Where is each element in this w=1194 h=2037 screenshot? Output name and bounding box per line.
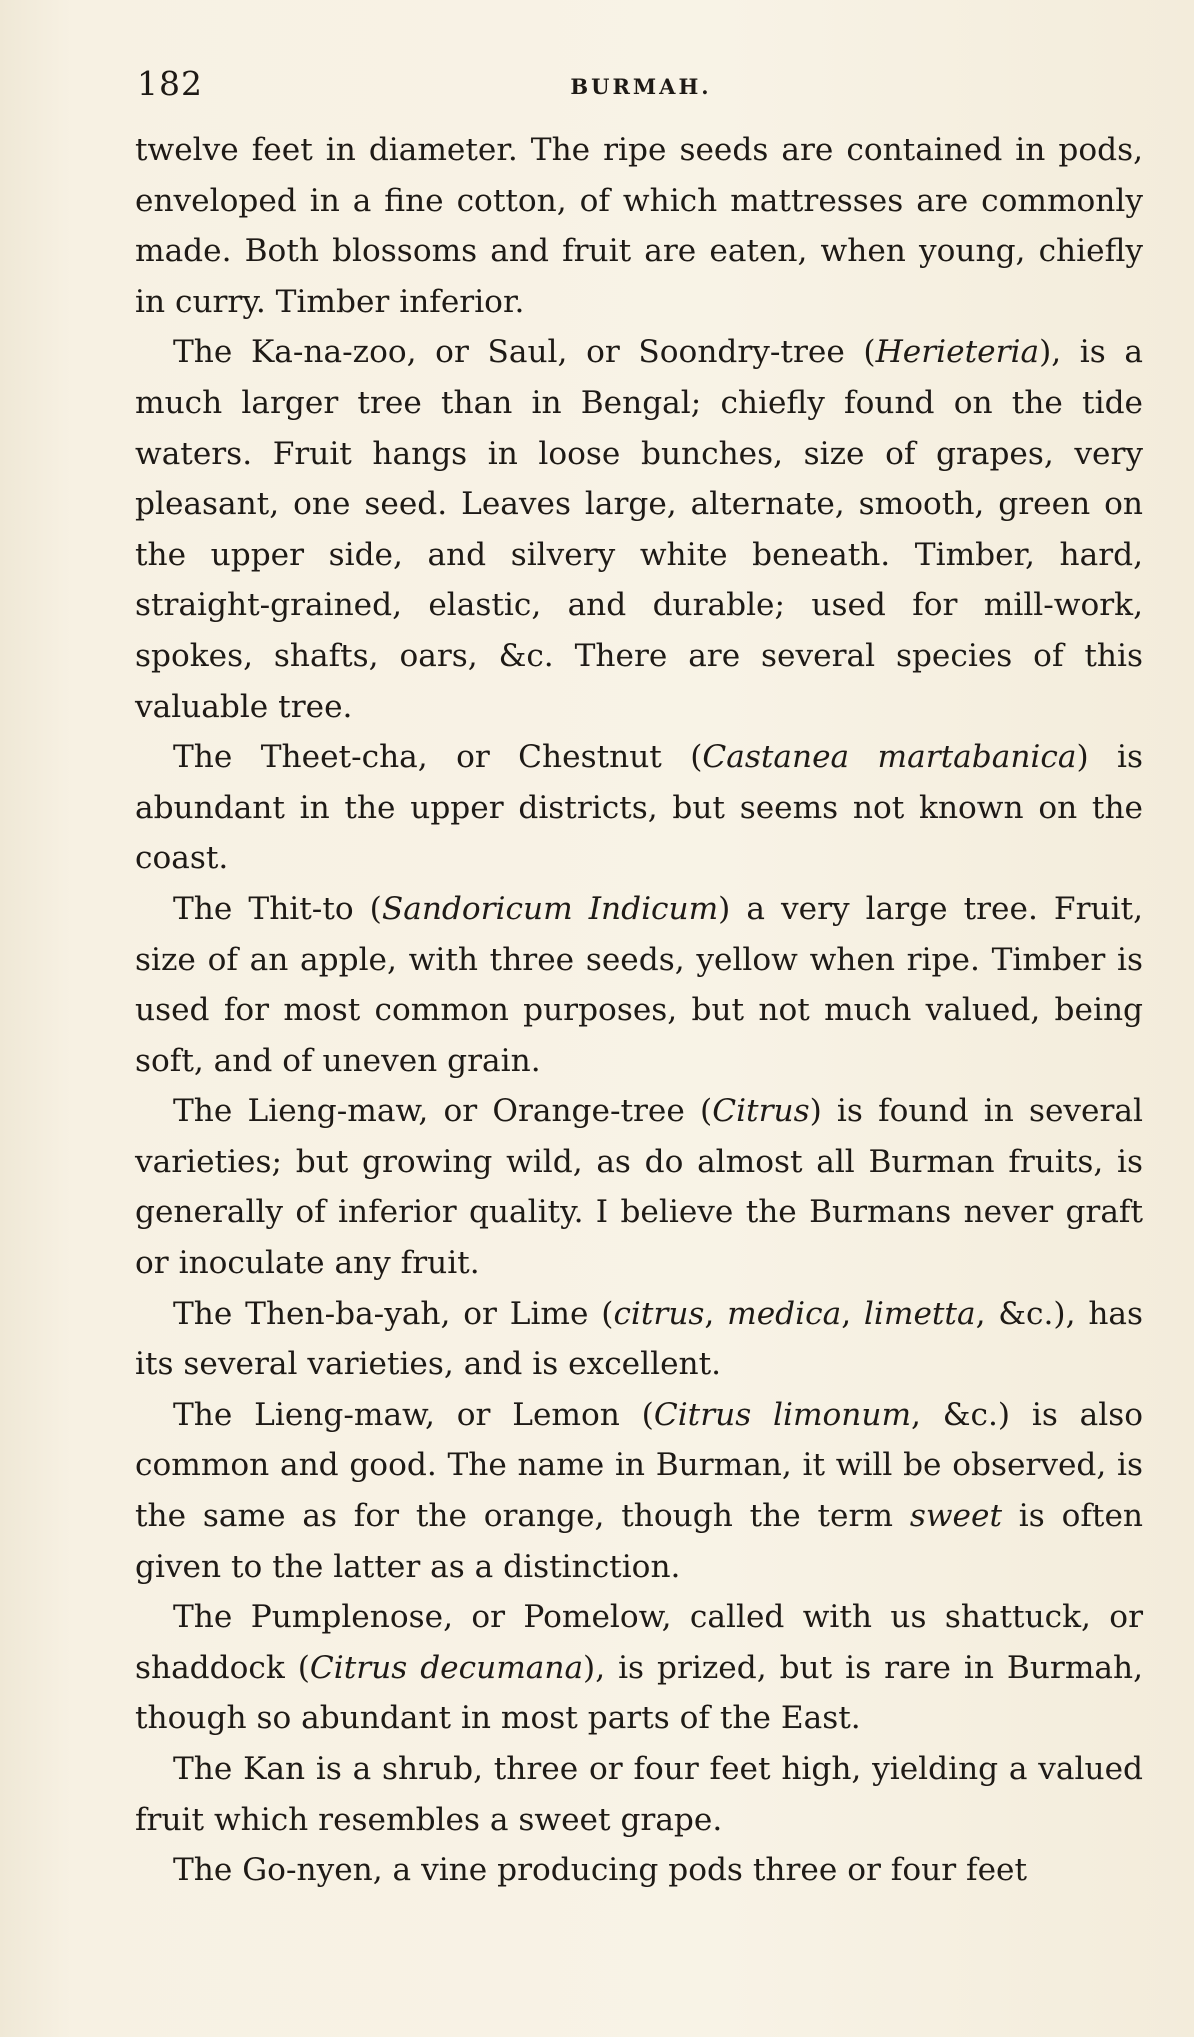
page-header <box>137 64 1145 114</box>
species-name: limetta <box>863 1295 976 1332</box>
page-number: 182 <box>137 64 203 103</box>
paragraph-ka-na-zoo: The Ka-na-zoo, or Saul, or Soondry-tree (Herieteria), is a much larger tree than in Bengal; chiefly found on the tide waters. Fruit hangs in loose bunches, size of grapes, very pleasant, one seed. Leaves large, alternate, smooth, green on the upper side, and silvery white beneath. Timber, hard, straight-grained, elastic, and durable; used for mill-work, spokes, shafts, oars, &c. There are several species of this valuable tree. <box>135 334 1143 725</box>
paragraph-1: twelve feet in diameter. The ripe seeds are contained in pods, enveloped in a fine cotton, of which mattresses are commonly made. Both blossoms and fruit are eaten, when young, chiefly in curry. Timber inferior. <box>135 132 1143 320</box>
emphasis: sweet <box>909 1498 1002 1535</box>
paragraph-theet-cha: The Theet-cha, or Chestnut (Castanea martabanica) is abundant in the upper districts, but seems not known on the coast. <box>135 739 1143 877</box>
paragraph-thit-to: The Thit-to (Sandoricum Indicum) a very large tree. Fruit, size of an apple, with three seeds, yellow when ripe. Timber is used for most common purposes, but not much valued, being soft, and of uneven grain. <box>135 890 1143 1079</box>
paragraph-lime: The Then-ba-yah, or Lime (citrus, medica, limetta, &c.), has its several varieties, and is excellent. <box>135 1295 1144 1383</box>
paragraph-pumplenose: The Pumplenose, or Pomelow, called with us shattuck, or shaddock (Citrus decumana), is prized, but is rare in Burmah, though so abundant in most parts of the East. <box>135 1599 1144 1737</box>
species-name: Castanea martabanica <box>702 739 1077 776</box>
species-name: Herieteria <box>875 334 1040 371</box>
paragraph-orange-tree: The Lieng-maw, or Orange-tree (Citrus) is found in several varieties; but growing wild, as do almost all Burman fruits, is generally of inferior quality. I believe the Burmans never graft or inoculate any fruit. <box>135 1093 1143 1282</box>
paragraph-go-nyen: The Go-nyen, a vine producing pods three or four feet <box>173 1852 1028 1889</box>
species-name: citrus <box>613 1295 705 1332</box>
species-name: medica <box>727 1295 842 1332</box>
species-name: Citrus decumana <box>309 1649 584 1686</box>
species-name: Citrus <box>712 1093 810 1130</box>
body-text <box>135 125 1143 1896</box>
paragraph-lemon: The Lieng-maw, or Lemon (Citrus limonum, &c.) is also common and good. The name in Burman, it will be observed, is the same as for the orange, though the term sweet is often given to the latter as a distinction. <box>135 1396 1144 1585</box>
species-name: Citrus limonum <box>653 1396 912 1433</box>
running-head: BURMAH. <box>570 74 712 99</box>
species-name: Sandoricum Indicum <box>381 890 719 927</box>
paragraph-kan: The Kan is a shrub, three or four feet high, yielding a valued fruit which resembles a sweet grape. <box>135 1751 1143 1838</box>
